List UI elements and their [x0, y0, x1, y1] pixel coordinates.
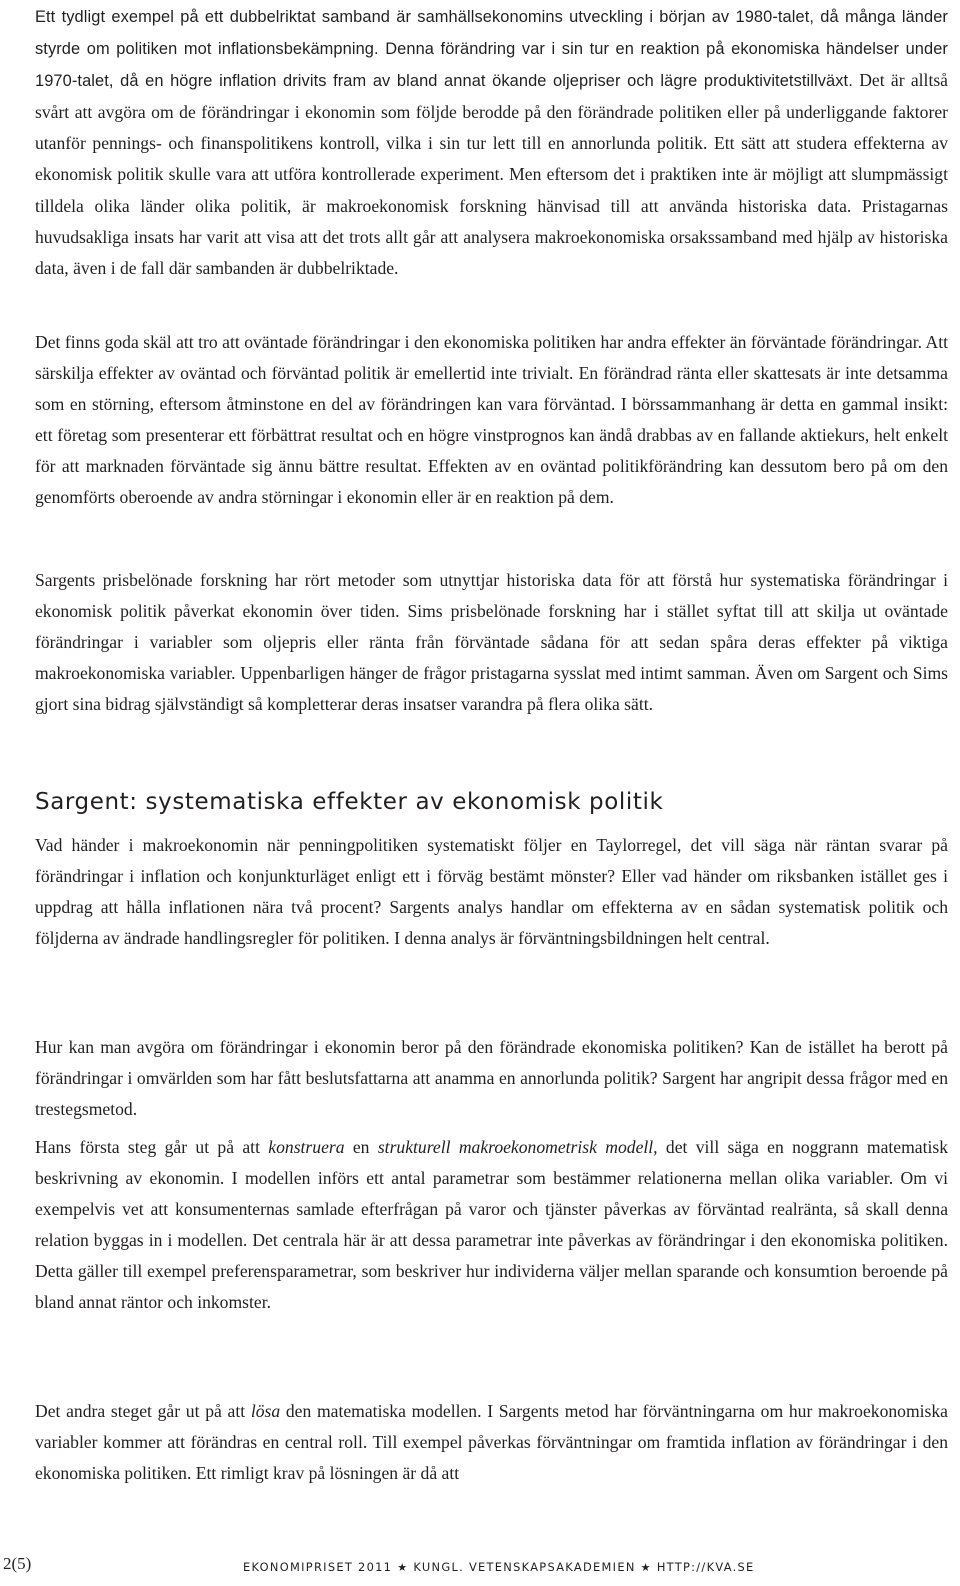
paragraph-text: den matematiska modellen. I Sargents metod har förväntningarna om hur makroekonomiska variabler kommer att förändras en central roll. Till exempel påverkas förväntningar om framtida inflation av förändringar i den ekonomiska politiken. Ett rimligt krav på lösningen är då att [35, 1401, 948, 1484]
emphasis-text: strukturell makroekonometrisk modell, [377, 1137, 658, 1157]
paragraph [35, 1132, 948, 1319]
paragraph: Sargents prisbelönade forskning har rört metoder som utnyttjar historiska data för att förstå hur systematiska förändringar i ekonomisk politik påverkat ekonomin över tiden. Sims prisbelönade forskning har i stället syftat till att skilja ut oväntade förändringar i variabler som oljepris eller ränta från förväntade sådana för att sedan spåra deras effekter på viktiga makroekonomiska variabler. Uppenbarligen hänger de frågor pristagarna sysslat med intimt samman. Även om Sargent och Sims gjort sina bidrag självständigt så kompletterar deras insatser varandra på flera olika sätt. [35, 570, 948, 715]
page-footer [0, 1554, 960, 1584]
paragraph-text: en [344, 1137, 378, 1157]
paragraph: Vad händer i makroekonomin när penningpolitiken systematiskt följer en Taylorregel, det vill säga när räntan svarar på förändringar i inflation och konjunkturläget enligt ett i förväg bestämt mönster? Eller vad händer om riksbanken istället ges i uppdrag att hålla inflationen nära två procent? Sargents analys handlar om effekterna av en sådan systematisk politik och följderna av ändrade handlingsregler för politiken. I denna analys är förväntningsbildningen helt central. [35, 835, 948, 949]
emphasis-text: lösa [250, 1401, 281, 1421]
paragraph-text: Det är alltså svårt att avgöra om de förändringar i ekonomin som följde berodde på den förändrade politiken eller på underliggande faktorer utanför pennings- och finanspolitikens kontroll, vilka i sin tur lett till en annorlunda politik. Ett sätt att studera effekterna av ekonomisk politik skulle vara att utföra kontrollerade experiment. Men eftersom det i praktiken inte är möjligt att slumpmässigt tilldela olika länder olika politik, är makroekonomisk forskning hänvisad till att använda historiska data. Pristagarnas huvudsakliga insats har varit att visa att det trots allt går att analysera makroekonomiska orsakssamband med hjälp av historiska data, även i de fall där sambanden är dubbelriktade. [35, 70, 948, 278]
paragraph-lead-text: Ett tydligt exempel på ett dubbelriktat samband är samhällsekonomins utveckling i början av 1980-talet, då många länder styrde om politiken mot inflationsbekämpning. Denna förändring var i sin tur en reaktion på ekonomiska händelser under 1970-talet, då en högre inflation drivits fram av bland annat ökande oljepriser och lägre produktivitetstillväxt. [35, 8, 948, 91]
paragraph-text: Det andra steget går ut på att [35, 1401, 251, 1421]
star-icon: ★ [397, 1561, 409, 1574]
paragraph [35, 1396, 948, 1489]
star-icon: ★ [640, 1561, 652, 1574]
paragraph-text: det vill säga en noggrann matematisk beskrivning av ekonomin. I modellen införs ett antal parametrar som bestämmer relationerna mellan olika variabler. Om vi exempelvis vet att konsumenternas samlade efterfrågan på varor och tjänster påverkas av förväntad realränta, så skall denna relation byggas in i modellen. Det centrala här är att dessa parametrar inte påverkas av förändringar i den ekonomiska politiken. Detta gäller till exempel preferensparametrar, som beskriver hur individerna väljer mellan sparande och konsumtion beroende på bland annat räntor och inkomster. [35, 1137, 948, 1313]
section-heading: Sargent: systematiska effekter av ekonomisk politik [35, 789, 664, 815]
paragraph: Hur kan man avgöra om förändringar i ekonomin beror på den förändrade ekonomiska politiken? Kan de istället ha berott på förändringar i omvärlden som har fått beslutsfattarna att anamma en annorlunda politik? Sargent har angripit dessa frågor med en trestegsmetod. [35, 1037, 948, 1120]
footer-publication: EKONOMIPRISET 2011 [243, 1560, 393, 1574]
paragraph-text: Hans första steg går ut på att [35, 1137, 269, 1157]
footer-organization: KUNGL. VETENSKAPSAKADEMIEN [413, 1560, 636, 1574]
emphasis-text: konstruera [268, 1137, 345, 1157]
footer-credit [243, 1560, 755, 1574]
footer-url-link[interactable]: HTTP://KVA.SE [656, 1560, 755, 1574]
paragraph: Det finns goda skäl att tro att oväntade förändringar i den ekonomiska politiken har andra effekter än förväntade förändringar. Att särskilja effekter av oväntad och förväntad politik är emellertid inte trivialt. En förändrad ränta eller skattesats är inte detsamma som en störning, eftersom åtminstone en del av förändringen kan vara förväntad. I börssammanhang är detta en gammal insikt: ett företag som presenterar ett förbättrat resultat och en högre vinstprognos kan ändå drabbas av en fallande aktiekurs, helt enkelt för att marknaden förväntade sig ännu bättre resultat. Effekten av en oväntad politikförändring kan dessutom bero på om den genomförts oberoende av andra störningar i ekonomin eller är en reaktion på dem. [35, 332, 948, 508]
paragraph [35, 1, 948, 284]
page-number: 2(5) [3, 1554, 32, 1573]
